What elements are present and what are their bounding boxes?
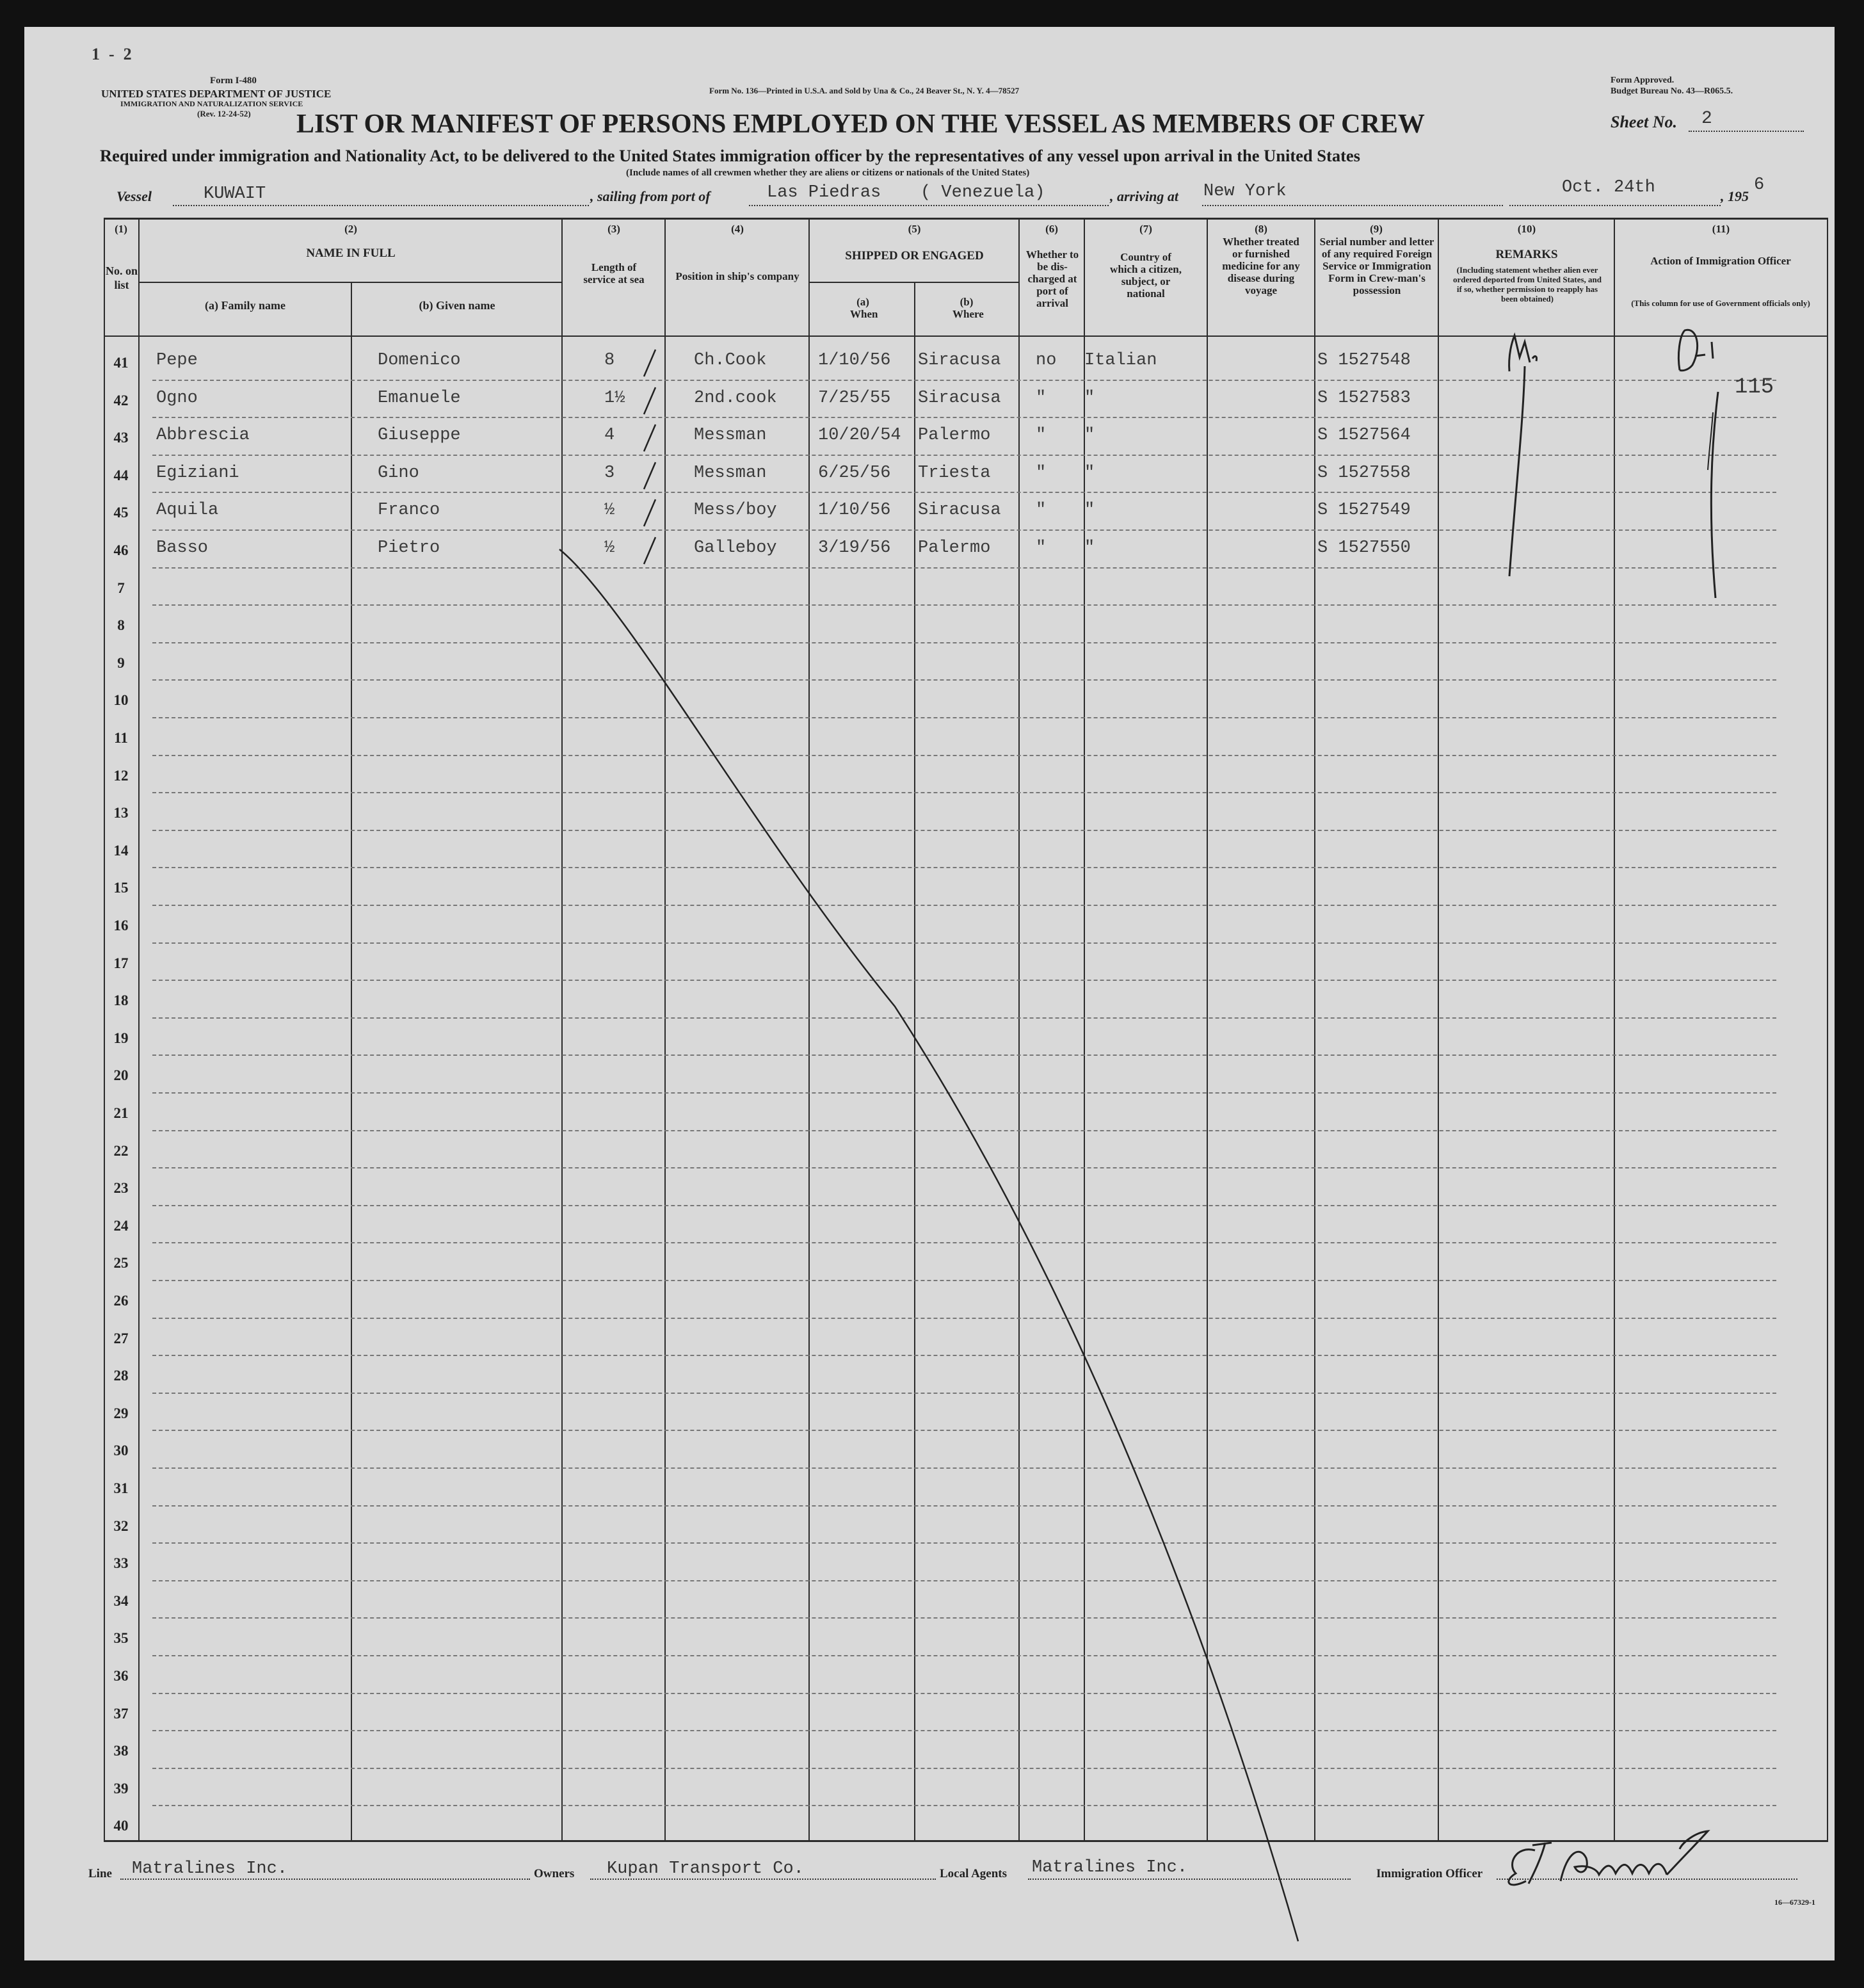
service-length: 3 bbox=[604, 463, 615, 483]
sailing-country: ( Venezuela) bbox=[920, 183, 1045, 202]
col11-header: Action of Immigration Officer bbox=[1650, 255, 1791, 267]
given-name: Pietro bbox=[378, 538, 440, 558]
col1-number: (1) bbox=[115, 223, 127, 235]
owners-label: Owners bbox=[534, 1867, 575, 1880]
line-value: Matralines Inc. bbox=[132, 1859, 288, 1879]
cancel-stroke bbox=[24, 27, 1835, 1960]
discharge: " bbox=[1036, 426, 1047, 446]
service-length: ½ bbox=[604, 538, 615, 558]
shipped-where: Siracusa bbox=[918, 501, 1001, 521]
serial-number: S 1527548 bbox=[1317, 351, 1411, 370]
row-number: 34 bbox=[113, 1592, 129, 1609]
row-number: 8 bbox=[117, 617, 125, 634]
shipped-where: Siracusa bbox=[918, 351, 1001, 370]
row-number: 25 bbox=[113, 1255, 129, 1272]
serial-number: S 1527583 bbox=[1317, 388, 1411, 408]
officer-label: Immigration Officer bbox=[1376, 1867, 1483, 1880]
family-name: Egiziani bbox=[156, 463, 239, 483]
given-name: Domenico bbox=[378, 351, 461, 370]
row-number: 19 bbox=[113, 1030, 129, 1046]
col2a-header: (a) Family name bbox=[205, 299, 285, 312]
given-name: Franco bbox=[378, 501, 440, 521]
sheet-number-label: Sheet No. bbox=[1611, 113, 1677, 131]
side-number: 115 bbox=[1735, 375, 1774, 400]
position: Messman bbox=[694, 463, 767, 483]
family-name: Ogno bbox=[156, 388, 198, 408]
col5-number: (5) bbox=[908, 223, 921, 235]
shipped-when: 1/10/56 bbox=[818, 351, 891, 370]
col11-note: (This column for use of Government officials only) bbox=[1631, 298, 1810, 308]
service-length: 1½ bbox=[604, 388, 625, 408]
vessel-name: KUWAIT bbox=[204, 184, 266, 204]
family-name: Abbrescia bbox=[156, 426, 250, 446]
shipped-when: 10/20/54 bbox=[818, 426, 901, 446]
col4-header: Position in ship's company bbox=[675, 270, 799, 282]
shipped-where: Siracusa bbox=[918, 388, 1001, 408]
citizenship: " bbox=[1084, 538, 1095, 558]
row-number: 15 bbox=[113, 880, 129, 896]
row-number: 38 bbox=[113, 1743, 129, 1759]
citizenship: Italian bbox=[1084, 351, 1157, 370]
col6-number: (6) bbox=[1045, 223, 1058, 235]
year-prefix: , 195 bbox=[1721, 188, 1749, 204]
discharge: " bbox=[1036, 501, 1047, 521]
position: 2nd.cook bbox=[694, 388, 777, 408]
given-name: Giuseppe bbox=[378, 426, 461, 446]
position: Messman bbox=[694, 426, 767, 446]
arrival-date: Oct. 24th bbox=[1562, 178, 1655, 197]
agents-label: Local Agents bbox=[940, 1867, 1008, 1880]
citizenship: " bbox=[1084, 426, 1095, 446]
year-digit: 6 bbox=[1754, 175, 1765, 195]
col8-header: Whether treated or furnished medicine for any disease during voyage bbox=[1222, 236, 1300, 296]
service-length: 8 bbox=[604, 351, 615, 370]
row-number: 9 bbox=[117, 654, 125, 671]
row-number: 16 bbox=[113, 917, 129, 933]
col9-header: Serial number and letter of any required Foreign Service or Immigration Form in Crew-man's possession bbox=[1319, 236, 1434, 296]
sheet-number-value: 2 bbox=[1701, 109, 1712, 129]
citizenship: " bbox=[1084, 463, 1095, 483]
col2-header: NAME IN FULL bbox=[306, 246, 396, 260]
given-name: Emanuele bbox=[378, 388, 461, 408]
row-number: 27 bbox=[113, 1330, 129, 1346]
service-length: 4 bbox=[604, 426, 615, 446]
row-number: 23 bbox=[113, 1180, 129, 1197]
row-number: 46 bbox=[113, 542, 129, 558]
row-number: 12 bbox=[113, 767, 129, 784]
department: UNITED STATES DEPARTMENT OF JUSTICE bbox=[101, 88, 332, 100]
sailing-label: , sailing from port of bbox=[590, 188, 711, 204]
row-number: 36 bbox=[113, 1668, 129, 1684]
col6-header: Whether to be dis-charged at port of arrival bbox=[1025, 248, 1079, 309]
row-number: 31 bbox=[113, 1480, 129, 1496]
row-number: 20 bbox=[113, 1067, 129, 1084]
row-number: 41 bbox=[113, 355, 129, 371]
col3-header: Length of service at sea bbox=[583, 261, 645, 286]
printer-line: Form No. 136—Printed in U.S.A. and Sold by Una & Co., 24 Beaver St., N. Y. 4—78527 bbox=[709, 86, 1020, 95]
arriving-label: , arriving at bbox=[1110, 188, 1178, 204]
form-title: LIST OR MANIFEST OF PERSONS EMPLOYED ON THE VESSEL AS MEMBERS OF CREW bbox=[296, 109, 1425, 139]
row-number: 18 bbox=[113, 992, 129, 1009]
row-number: 11 bbox=[114, 730, 128, 746]
col4-number: (4) bbox=[731, 223, 744, 235]
include-note: (Include names of all crewmen whether they are aliens or citizens or nationals of the United States) bbox=[626, 168, 1030, 178]
required-statement: Required under immigration and Nationality Act, to be delivered to the United States immigration officer by the representatives of any vessel upon arrival in the United States bbox=[100, 146, 1360, 165]
row-number: 42 bbox=[113, 392, 129, 408]
row-number: 39 bbox=[113, 1780, 129, 1797]
family-name: Pepe bbox=[156, 351, 198, 370]
serial-number: S 1527558 bbox=[1317, 463, 1411, 483]
owners-value: Kupan Transport Co. bbox=[607, 1859, 804, 1879]
budget-bureau: Budget Bureau No. 43—R065.5. bbox=[1611, 86, 1733, 96]
row-number: 32 bbox=[113, 1517, 129, 1534]
service: IMMIGRATION AND NATURALIZATION SERVICE bbox=[120, 99, 303, 108]
row-number: 37 bbox=[113, 1705, 129, 1722]
service-length: ½ bbox=[604, 501, 615, 521]
form-id: Form I-480 bbox=[210, 76, 257, 86]
line-label: Line bbox=[88, 1867, 112, 1880]
family-name: Basso bbox=[156, 538, 209, 558]
row-number: 44 bbox=[113, 467, 129, 483]
row-number: 10 bbox=[113, 692, 129, 709]
col9-number: (9) bbox=[1370, 223, 1383, 235]
discharge: " bbox=[1036, 463, 1047, 483]
col10-number: (10) bbox=[1517, 223, 1536, 235]
shipped-where: Palermo bbox=[918, 538, 991, 558]
row-number: 30 bbox=[113, 1443, 129, 1459]
col11-number: (11) bbox=[1712, 223, 1730, 235]
col7-header: Country of which a citizen, subject, or national bbox=[1110, 251, 1182, 300]
agents-value: Matralines Inc. bbox=[1032, 1858, 1188, 1877]
officer-signature bbox=[1490, 1820, 1721, 1890]
row-number: 24 bbox=[113, 1217, 129, 1234]
col5a-header: (a) When bbox=[850, 296, 878, 320]
row-number: 40 bbox=[113, 1818, 129, 1834]
row-number: 13 bbox=[113, 805, 129, 821]
col3-number: (3) bbox=[607, 223, 620, 235]
serial-number: S 1527564 bbox=[1317, 426, 1411, 446]
col2b-header: (b) Given name bbox=[419, 299, 495, 312]
vessel-label: Vessel bbox=[116, 188, 152, 204]
shipped-when: 3/19/56 bbox=[818, 538, 891, 558]
arriving-port: New York bbox=[1203, 182, 1287, 201]
col1-header: No. on list bbox=[105, 264, 138, 291]
family-name: Aquila bbox=[156, 501, 219, 521]
position: Ch.Cook bbox=[694, 351, 767, 370]
col5b-header: (b) Where bbox=[952, 296, 984, 320]
discharge: " bbox=[1036, 388, 1047, 408]
row-number: 29 bbox=[113, 1405, 129, 1421]
position: Galleboy bbox=[694, 538, 777, 558]
serial-number: S 1527549 bbox=[1317, 501, 1411, 521]
shipped-when: 7/25/55 bbox=[818, 388, 891, 408]
discharge: " bbox=[1036, 538, 1047, 558]
row-number: 21 bbox=[113, 1105, 129, 1121]
col2-number: (2) bbox=[344, 223, 357, 235]
position: Mess/boy bbox=[694, 501, 777, 521]
col7-number: (7) bbox=[1139, 223, 1152, 235]
revision: (Rev. 12-24-52) bbox=[197, 109, 251, 118]
col5-header: SHIPPED OR ENGAGED bbox=[845, 249, 984, 263]
row-number: 28 bbox=[113, 1368, 129, 1384]
sailing-port: Las Piedras bbox=[767, 183, 881, 202]
shipped-when: 1/10/56 bbox=[818, 501, 891, 521]
citizenship: " bbox=[1084, 501, 1095, 521]
serial-number: S 1527550 bbox=[1317, 538, 1411, 558]
col8-number: (8) bbox=[1255, 223, 1267, 235]
row-number: 45 bbox=[113, 505, 129, 521]
shipped-where: Palermo bbox=[918, 426, 991, 446]
row-number: 14 bbox=[113, 842, 129, 859]
row-number: 33 bbox=[113, 1555, 129, 1572]
given-name: Gino bbox=[378, 463, 419, 483]
row-number: 43 bbox=[113, 430, 129, 446]
col10-note: (Including statement whether alien ever ordered deported from United States, and if so, whether permission to reapply has been obtained) bbox=[1452, 265, 1602, 303]
corner-mark: 1-2 bbox=[92, 45, 141, 63]
row-number: 35 bbox=[113, 1630, 129, 1647]
shipped-where: Triesta bbox=[918, 463, 991, 483]
discharge: no bbox=[1036, 351, 1057, 370]
col10-header: REMARKS bbox=[1495, 248, 1558, 261]
citizenship: " bbox=[1084, 388, 1095, 408]
manifest-sheet bbox=[24, 27, 1835, 1960]
row-number: 22 bbox=[113, 1142, 129, 1159]
row-number: 26 bbox=[113, 1293, 129, 1309]
row-number: 17 bbox=[113, 955, 129, 971]
footer-code: 16—67329-1 bbox=[1774, 1898, 1815, 1907]
shipped-when: 6/25/56 bbox=[818, 463, 891, 483]
form-approved: Form Approved. bbox=[1611, 76, 1675, 85]
row-number: 7 bbox=[117, 579, 125, 596]
